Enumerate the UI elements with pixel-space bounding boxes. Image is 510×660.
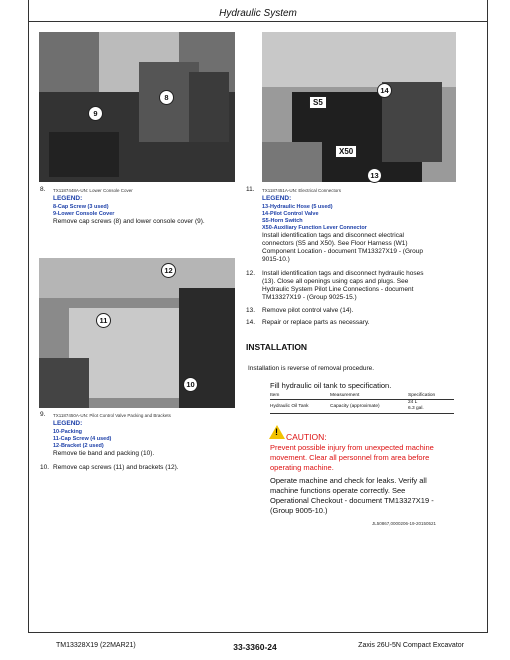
- step-11-text-line: Component Location - document TM13327X19 - (Group: [262, 248, 424, 255]
- step-11-legend-item: 13-Hydraulic Hose (5 used): [262, 204, 333, 210]
- footer-doc-id: TM13328X19 (22MAR21): [56, 642, 136, 649]
- step-12-text-line: Install identification tags and disconnect hydraulic hoses: [262, 270, 424, 277]
- step-8-number: 8.: [40, 186, 46, 193]
- fig-caption-lower-console: TX1187448A-UN: Lower Console Cover: [53, 188, 133, 193]
- step-12-text-line: TM13327X19 - (Group 9025-15.): [262, 294, 357, 301]
- step-8-text: Remove cap screws (8) and lower console cover (9).: [53, 218, 205, 225]
- connector-tag-x50: X50: [335, 145, 357, 158]
- connector-tag-s5: S5: [309, 96, 327, 109]
- step-8-legend-item: 8-Cap Screw (3 used): [53, 204, 109, 210]
- caution-text-line: Prevent possible injury from unexpected machine: [270, 443, 434, 452]
- step-12-number: 12.: [246, 270, 256, 277]
- callout-9: 9: [88, 106, 103, 121]
- spec-header-measurement: Measurement: [330, 393, 360, 398]
- step-14-number: 14.: [246, 319, 256, 326]
- callout-14: 14: [377, 83, 392, 98]
- fig-caption-pilot-valve: TX1187450A-UN: Pilot Control Valve Packing and Brackets: [53, 413, 171, 418]
- step-11-text-line: 9015-10.): [262, 256, 290, 263]
- spec-cell-gallons: 6.3 gal.: [408, 406, 424, 411]
- step-9-text: Remove tie band and packing (10).: [53, 450, 155, 457]
- operate-text-line: Operational Checkout - document TM13327X19 -: [270, 496, 434, 505]
- operate-text-line: (Group 9005-10.): [270, 506, 328, 515]
- pilot-valve-packing-photo: [39, 258, 235, 408]
- spec-header-rule: [270, 399, 454, 400]
- spec-bottom-rule: [270, 413, 454, 414]
- step-9-legend-item: 10-Packing: [53, 429, 83, 435]
- footer-machine-name: Zaxis 26U-5N Compact Excavator: [358, 642, 464, 649]
- fig-caption-electrical: TX1187451A-UN: Electrical Connectors: [262, 188, 341, 193]
- step-11-legend-title: LEGEND:: [262, 195, 292, 202]
- step-11-text-line: connectors (S5 and X50). See Floor Harness (W1): [262, 240, 408, 247]
- specification-table: [270, 392, 454, 414]
- caution-text-line: movement. Clear all personnel from area before: [270, 453, 430, 462]
- caution-exclamation: !: [275, 427, 278, 437]
- step-11-legend-item: S5-Horn Switch: [262, 218, 303, 224]
- step-9-number: 9.: [40, 411, 46, 418]
- step-9-legend-item: 11-Cap Screw (4 used): [53, 436, 112, 442]
- callout-8: 8: [159, 90, 174, 105]
- spec-cell-item: Hydraulic Oil Tank: [270, 404, 309, 409]
- step-11-number: 11.: [246, 186, 255, 193]
- step-11-text-line: Install identification tags and disconnect electrical: [262, 232, 404, 239]
- caution-label: CAUTION:: [286, 432, 327, 442]
- caution-text-line: operating machine.: [270, 463, 334, 472]
- installation-intro: Installation is reverse of removal procedure.: [248, 365, 375, 372]
- step-10-text: Remove cap screws (11) and brackets (12).: [53, 464, 179, 471]
- footer-rule: [28, 632, 488, 633]
- step-13-number: 13.: [246, 307, 256, 314]
- operate-text-line: machine functions operate correctly. See: [270, 486, 406, 495]
- fill-instruction: Fill hydraulic oil tank to specification.: [270, 381, 392, 390]
- step-12-text-line: (13). Close all openings using caps and plugs. See: [262, 278, 409, 285]
- step-9-legend-title: LEGEND:: [53, 420, 83, 427]
- step-13-text: Remove pilot control valve (14).: [262, 307, 354, 314]
- step-12-text-line: Hydraulic System Pilot Line Connections - document: [262, 286, 414, 293]
- step-11-legend-item: X50-Auxiliary Function Lever Connector: [262, 225, 367, 231]
- reference-code: JL50867,0000206-19-20150521: [372, 521, 437, 526]
- step-8-legend-title: LEGEND:: [53, 195, 83, 202]
- step-14-text: Repair or replace parts as necessary.: [262, 319, 370, 326]
- callout-10: 10: [183, 377, 198, 392]
- step-8-legend-item: 9-Lower Console Cover: [53, 211, 115, 217]
- callout-11: 11: [96, 313, 111, 328]
- spec-cell-measurement: Capacity (approximate): [330, 404, 380, 409]
- callout-12: 12: [161, 263, 176, 278]
- step-9-legend-item: 12-Bracket (2 used): [53, 443, 104, 449]
- spec-header-item: Item: [270, 393, 280, 398]
- operate-text-line: Operate machine and check for leaks. Verify all: [270, 476, 427, 485]
- callout-13: 13: [367, 168, 382, 183]
- step-11-legend-item: 14-Pilot Control Valve: [262, 211, 319, 217]
- page-header: [28, 0, 488, 22]
- installation-heading: INSTALLATION: [246, 342, 308, 352]
- electrical-connectors-photo: [262, 32, 456, 182]
- lower-console-cover-photo: [39, 32, 235, 182]
- spec-cell-liters: 24 L: [408, 400, 418, 405]
- page-title: Hydraulic System: [219, 8, 297, 19]
- step-10-number: 10.: [40, 464, 50, 471]
- spec-header-specification: Specification: [408, 393, 436, 398]
- footer-page-number: 33-3360-24: [233, 642, 277, 652]
